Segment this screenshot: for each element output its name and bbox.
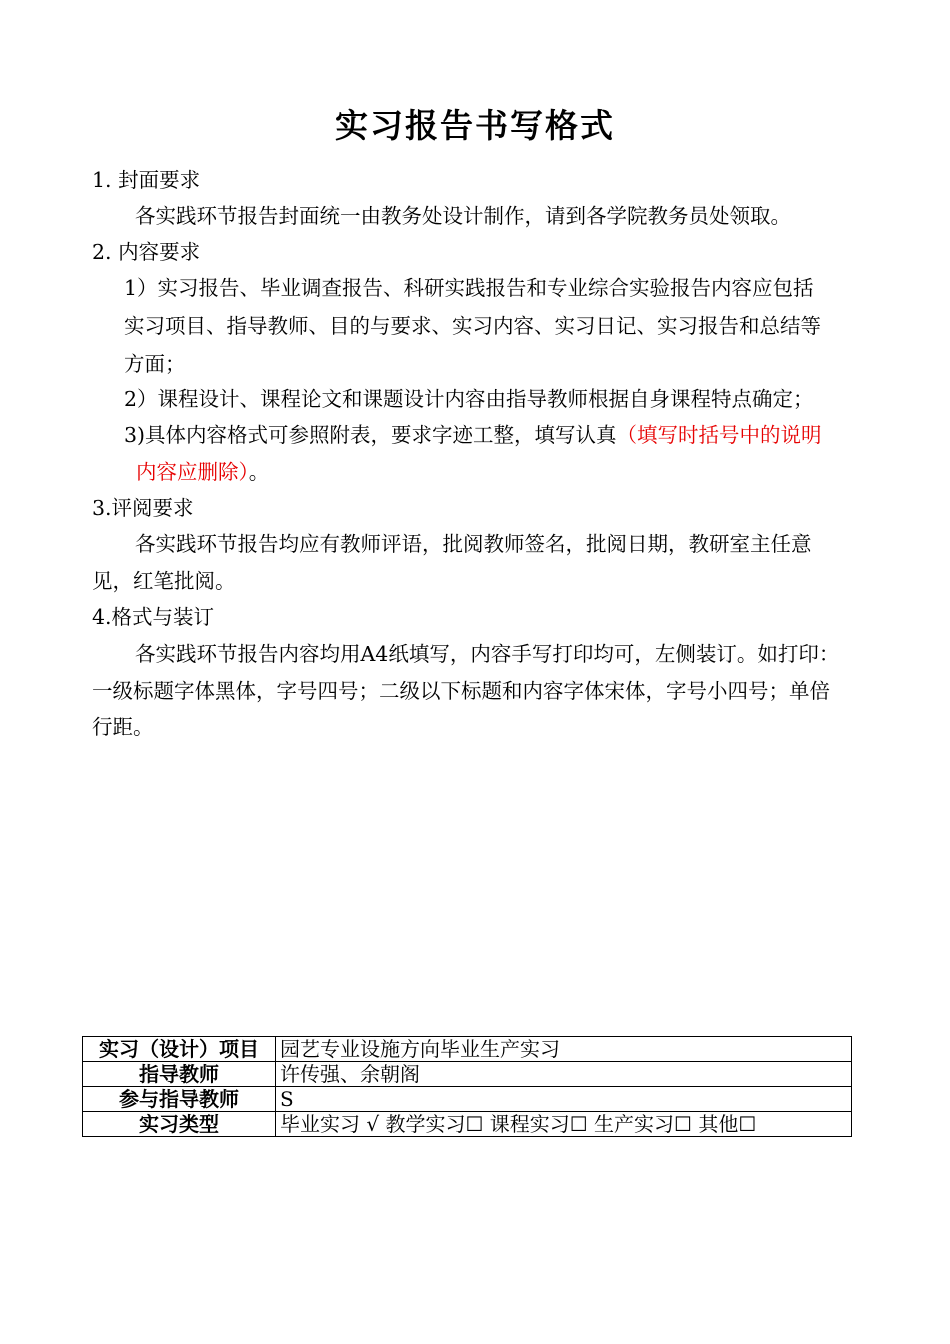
section-2-item-2: 2）课程设计、课程论文和课题设计内容由指导教师根据自身课程特点确定； — [124, 387, 814, 411]
row-value-type: 毕业实习 √ 教学实习☐ 课程实习☐ 生产实习☐ 其他☐ — [276, 1112, 852, 1137]
section-2-item-1-line-1: 1）实习报告、毕业调查报告、科研实践报告和专业综合实验报告内容应包括 — [124, 276, 814, 300]
table-row — [83, 1112, 852, 1137]
section-4-heading: 4.格式与装订 — [92, 605, 215, 629]
section-3-heading: 3.评阅要求 — [92, 496, 194, 520]
item-3-red-note-cont: 内容应删除） — [136, 460, 249, 484]
section-2-item-1-line-2: 实习项目、指导教师、目的与要求、实习内容、实习日记、实习报告和总结等 — [124, 314, 821, 338]
section-2-item-3-line-2 — [136, 458, 269, 486]
item-3-text: 3)具体内容格式可参照附表，要求字迹工整，填写认真 — [124, 423, 617, 447]
row-label-type: 实习类型 — [83, 1112, 276, 1137]
section-3-body-line-2: 见，红笔批阅。 — [92, 569, 236, 593]
item-3-period: 。 — [248, 460, 270, 484]
section-2-item-3-line-1 — [124, 421, 822, 449]
item-3-red-note: （填写时括号中的说明 — [616, 423, 822, 447]
row-label-co-instructor: 参与指导教师 — [83, 1087, 276, 1112]
section-4-body-line-3: 行距。 — [92, 715, 154, 739]
row-label-project: 实习（设计）项目 — [83, 1037, 276, 1062]
table-row — [83, 1037, 852, 1062]
row-value-project: 园艺专业设施方向毕业生产实习 — [276, 1037, 852, 1062]
row-label-instructor: 指导教师 — [83, 1062, 276, 1087]
table-row — [83, 1062, 852, 1087]
section-4-body-line-1: 各实践环节报告内容均用A4纸填写，内容手写打印均可，左侧装订。如打印： — [135, 642, 840, 666]
section-4-body-line-2: 一级标题字体黑体，字号四号；二级以下标题和内容字体宋体，字号小四号；单倍 — [92, 679, 830, 703]
section-2-heading: 2. 内容要求 — [92, 240, 201, 264]
info-table — [82, 1036, 852, 1137]
page-title: 实习报告书写格式 — [335, 106, 615, 145]
section-2-item-1-line-3: 方面； — [124, 352, 186, 376]
section-1-body: 各实践环节报告封面统一由教务处设计制作，请到各学院教务员处领取。 — [135, 204, 791, 228]
row-value-co-instructor: S — [276, 1087, 852, 1112]
section-1-heading: 1. 封面要求 — [92, 168, 201, 192]
section-3-body-line-1: 各实践环节报告均应有教师评语，批阅教师签名，批阅日期，教研室主任意 — [135, 532, 812, 556]
row-value-instructor: 许传强、余朝阁 — [276, 1062, 852, 1087]
table-row — [83, 1087, 852, 1112]
